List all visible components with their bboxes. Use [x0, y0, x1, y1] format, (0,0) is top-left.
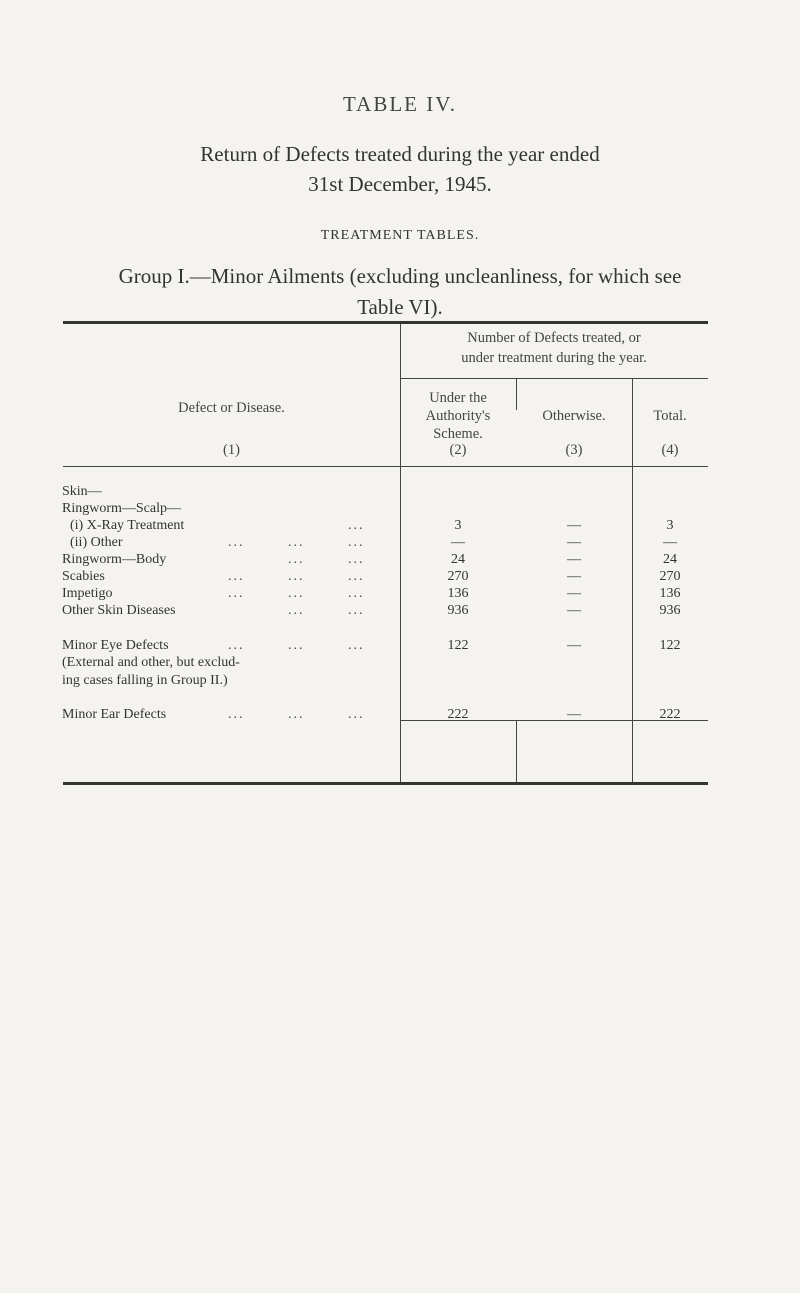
leader-dots: ...	[348, 707, 365, 722]
leader-dots: ...	[228, 707, 245, 722]
leader-dots: ...	[348, 638, 365, 653]
row-note: (External and other, but exclud-	[62, 655, 240, 670]
row-label: Minor Eye Defects	[62, 638, 169, 653]
cell-scheme: 136	[447, 586, 469, 601]
leader-dots: ...	[348, 603, 365, 618]
leader-dots: ...	[228, 569, 245, 584]
header-col2-num: (2)	[449, 442, 467, 458]
cell-otherwise: —	[567, 707, 581, 722]
table-top-rule	[63, 321, 708, 324]
divider-col2-foot	[516, 720, 517, 782]
leader-dots: ...	[288, 535, 305, 550]
group-heading-line-2: Table VI).	[357, 295, 443, 319]
cell-total: 222	[659, 707, 681, 722]
cell-otherwise: —	[567, 569, 581, 584]
leader-dots: ...	[228, 535, 245, 550]
leader-dots: ...	[348, 535, 365, 550]
leader-dots: ...	[288, 569, 305, 584]
table-title: TABLE IV.	[343, 92, 457, 116]
cell-total: 270	[659, 569, 681, 584]
cell-scheme: —	[451, 535, 465, 550]
cell-otherwise: —	[567, 552, 581, 567]
cell-otherwise: —	[567, 638, 581, 653]
cell-scheme: 270	[447, 569, 469, 584]
leader-dots: ...	[288, 603, 305, 618]
header-col2-line-2: Authority's	[425, 408, 491, 424]
cell-total: 3	[666, 518, 674, 533]
subtitle-line-1: Return of Defects treated during the year ended	[200, 142, 600, 166]
row-label: Ringworm—Body	[62, 552, 167, 567]
header-col2-line-3: Scheme.	[433, 426, 483, 442]
cell-total: 24	[663, 552, 677, 567]
leader-dots: ...	[348, 552, 365, 567]
header-span-line-2: under treatment during the year.	[461, 350, 647, 366]
row-label: Other Skin Diseases	[62, 603, 176, 618]
section-heading: TREATMENT TABLES.	[320, 228, 480, 243]
leader-dots: ...	[288, 586, 305, 601]
subtitle-line-2: 31st December, 1945.	[308, 172, 492, 196]
cell-scheme: 122	[447, 638, 469, 653]
row-label-ringworm-scalp: Ringworm—Scalp—	[62, 501, 181, 516]
row-label-skin: Skin—	[62, 484, 102, 499]
cell-total: —	[663, 535, 677, 550]
header-col4-num: (4)	[661, 442, 679, 458]
cell-total: 936	[659, 603, 681, 618]
leader-dots: ...	[348, 586, 365, 601]
divider-col2-head	[516, 378, 517, 410]
row-label: Minor Ear Defects	[62, 707, 167, 722]
leader-dots: ...	[228, 586, 245, 601]
leader-dots: ...	[228, 638, 245, 653]
row-note: ing cases falling in Group II.)	[62, 673, 228, 688]
table-bottom-rule	[63, 782, 708, 785]
header-col2-line-1: Under the	[429, 390, 487, 406]
leader-dots: ...	[288, 638, 305, 653]
cell-otherwise: —	[567, 518, 581, 533]
group-heading-line-1: Group I.—Minor Ailments (excluding uncleanliness, for which see	[118, 264, 682, 288]
leader-dots: ...	[288, 552, 305, 567]
header-span-rule	[400, 378, 708, 379]
header-defect-label: Defect or Disease.	[178, 400, 285, 416]
cell-total: 122	[659, 638, 681, 653]
leader-dots: ...	[348, 518, 365, 533]
row-label: (i) X-Ray Treatment	[70, 518, 185, 533]
row-label: Impetigo	[62, 586, 113, 601]
header-defect-num: (1)	[223, 442, 240, 458]
row-label: (ii) Other	[70, 535, 123, 550]
header-col4-label: Total.	[653, 408, 687, 424]
header-col3-num: (3)	[565, 442, 583, 458]
cell-scheme: 222	[447, 707, 469, 722]
cell-scheme: 3	[454, 518, 462, 533]
cell-otherwise: —	[567, 603, 581, 618]
header-col3-label: Otherwise.	[542, 408, 606, 424]
cell-otherwise: —	[567, 586, 581, 601]
leader-dots: ...	[348, 569, 365, 584]
cell-scheme: 24	[451, 552, 465, 567]
leader-dots: ...	[288, 707, 305, 722]
cell-scheme: 936	[447, 603, 469, 618]
cell-total: 136	[659, 586, 681, 601]
row-label: Scabies	[62, 569, 105, 584]
cell-otherwise: —	[567, 535, 581, 550]
header-bottom-rule	[63, 466, 708, 467]
header-span-line-1: Number of Defects treated, or	[467, 330, 641, 346]
